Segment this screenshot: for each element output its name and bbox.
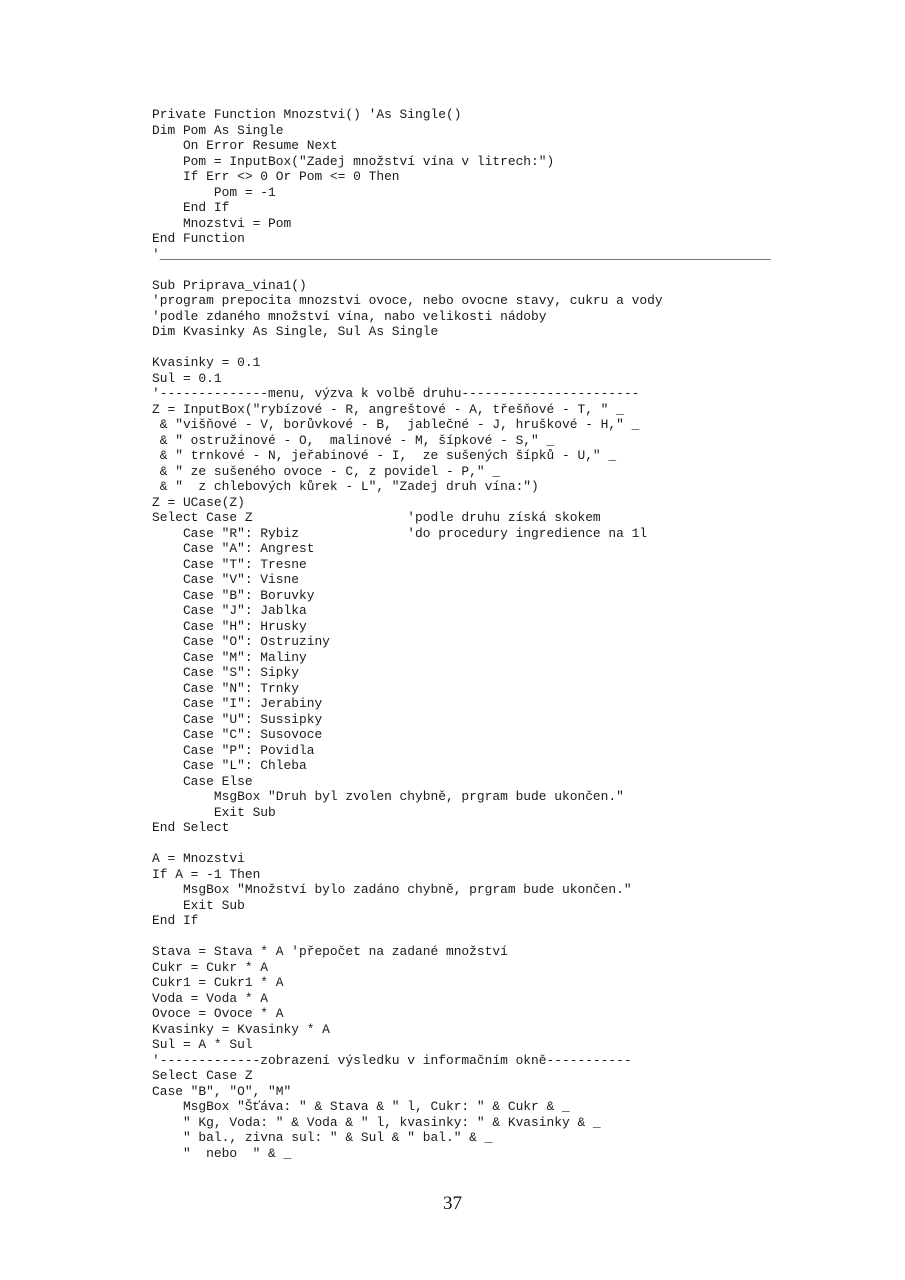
code-line: Pom = -1 bbox=[152, 184, 276, 200]
code-line: Z = InputBox("rybízové - R, angreštové - A, třešňové - T, " _ bbox=[152, 401, 624, 417]
code-line: " Kg, Voda: " & Voda & " l, kvasinky: " & Kvasinky & _ bbox=[152, 1114, 601, 1130]
code-line: Case "N": Trnky bbox=[152, 680, 299, 696]
code-line bbox=[152, 836, 852, 852]
code-line: Cukr1 = Cukr1 * A bbox=[152, 975, 284, 990]
page-number: 37 bbox=[443, 1193, 462, 1214]
code-line: Pom = InputBox("Zadej množství vína v litrech:") bbox=[152, 153, 555, 169]
code-line: Case Else bbox=[152, 773, 253, 789]
code-line: Z = UCase(Z) bbox=[152, 494, 245, 510]
code-line: Case "I": Jerabiny bbox=[152, 696, 323, 711]
code-line: Kvasinky = 0.1 bbox=[152, 355, 261, 370]
code-line: Kvasinky = Kvasinky * A bbox=[152, 1021, 330, 1037]
code-line: Exit Sub bbox=[152, 897, 245, 913]
code-line: End Function bbox=[152, 231, 245, 246]
code-line: Case "H": Hrusky bbox=[152, 618, 307, 634]
code-line: MsgBox "Množství bylo zadáno chybně, prgram bude ukončen." bbox=[152, 882, 632, 897]
code-line: Sub Priprava_vina1() bbox=[152, 277, 307, 293]
code-line: '--------------menu, výzva k volbě druhu----------------------- bbox=[152, 386, 640, 401]
code-line: 'program prepocita mnozstvi ovoce, nebo ovocne stavy, cukru a vody bbox=[152, 293, 663, 308]
code-line: Case "M": Maliny bbox=[152, 649, 307, 665]
code-line: Case "B", "O", "M" bbox=[152, 1083, 292, 1099]
code-line: Case "B": Boruvky bbox=[152, 587, 315, 603]
code-line: Case "O": Ostruziny bbox=[152, 634, 330, 649]
code-line: Case "A": Angrest bbox=[152, 541, 315, 556]
code-line: MsgBox "Šťáva: " & Stava & " l, Cukr: " & Cukr & _ bbox=[152, 1099, 570, 1114]
code-line: & "višňové - V, borůvkové - B, jablečné - J, hruškové - H," _ bbox=[152, 417, 640, 432]
code-line bbox=[152, 340, 852, 356]
code-line: Dim Pom As Single bbox=[152, 122, 284, 138]
code-line bbox=[152, 929, 852, 945]
code-line: End Select bbox=[152, 820, 230, 835]
code-line: Voda = Voda * A bbox=[152, 990, 269, 1006]
code-line: If A = -1 Then bbox=[152, 866, 261, 882]
code-line: Ovoce = Ovoce * A bbox=[152, 1006, 284, 1021]
code-line: Case "L": Chleba bbox=[152, 758, 307, 773]
code-line: & " ostružinové - O, malinové - M, šípkové - S," _ bbox=[152, 432, 555, 448]
code-line: '_______________________________________________________________________________ bbox=[152, 246, 771, 262]
code-line: & " z chlebových kůrek - L", "Zadej druh vína:") bbox=[152, 479, 539, 494]
code-line: & " ze sušeného ovoce - C, z povidel - P," _ bbox=[152, 463, 501, 479]
code-line: If Err <> 0 Or Pom <= 0 Then bbox=[152, 169, 400, 184]
code-line: Case "P": Povidla bbox=[152, 742, 315, 758]
code-line: Case "T": Tresne bbox=[152, 556, 307, 572]
code-line: Sul = A * Sul bbox=[152, 1037, 253, 1052]
code-line: Case "J": Jablka bbox=[152, 603, 307, 618]
code-listing bbox=[152, 107, 852, 1161]
code-line: " nebo " & _ bbox=[152, 1145, 292, 1161]
code-line: & " trnkové - N, jeřabinové - I, ze sušených šípků - U," _ bbox=[152, 448, 617, 463]
code-line: Case "S": Sipky bbox=[152, 665, 299, 680]
code-line: 'podle zdaného množství vína, nabo velikosti nádoby bbox=[152, 308, 547, 324]
code-line: Select Case Z bbox=[152, 1068, 253, 1083]
code-line: Cukr = Cukr * A bbox=[152, 959, 269, 975]
code-line: A = Mnozstvi bbox=[152, 851, 245, 866]
code-line: Dim Kvasinky As Single, Sul As Single bbox=[152, 324, 439, 339]
code-line: Sul = 0.1 bbox=[152, 370, 222, 386]
code-line: MsgBox "Druh byl zvolen chybně, prgram bude ukončen." bbox=[152, 789, 624, 804]
code-line: Stava = Stava * A 'přepočet na zadané množství bbox=[152, 944, 508, 959]
code-line: Case "C": Susovoce bbox=[152, 727, 323, 742]
code-line: Case "V": Visne bbox=[152, 572, 299, 587]
code-line: End If bbox=[152, 200, 230, 215]
code-line: On Error Resume Next bbox=[152, 138, 338, 153]
code-line bbox=[152, 262, 852, 278]
code-line: Mnozstvi = Pom bbox=[152, 215, 292, 231]
code-line: Private Function Mnozstvi() 'As Single() bbox=[152, 107, 462, 122]
code-line: Select Case Z 'podle druhu získá skokem bbox=[152, 510, 601, 525]
code-line: End If bbox=[152, 913, 199, 928]
code-line: Case "U": Sussipky bbox=[152, 711, 323, 727]
code-line: Case "R": Rybiz 'do procedury ingredience na 1l bbox=[152, 525, 648, 541]
code-line: Exit Sub bbox=[152, 804, 276, 820]
code-line: '-------------zobrazení výsledku v informačním okně----------- bbox=[152, 1052, 632, 1068]
code-line: " bal., zivna sul: " & Sul & " bal." & _ bbox=[152, 1130, 493, 1145]
